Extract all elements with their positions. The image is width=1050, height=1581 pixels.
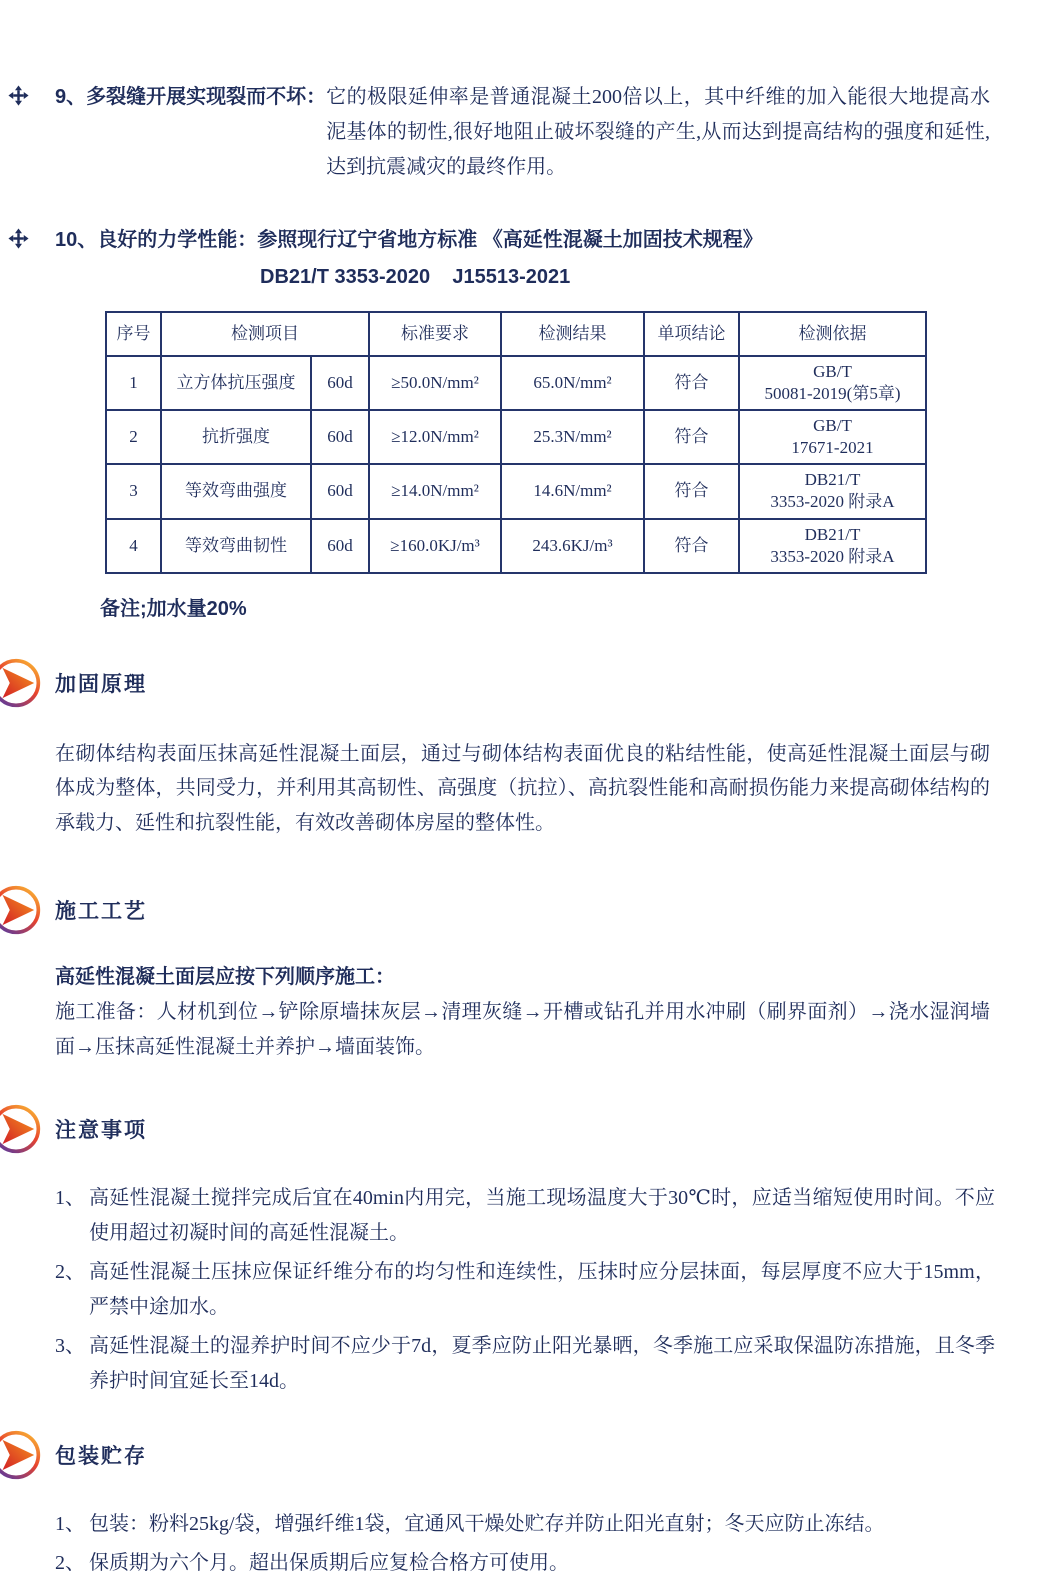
packaging-item (55, 1546, 995, 1581)
arrow-circle-icon (0, 1103, 42, 1155)
header-item: 检测项目 (161, 312, 369, 356)
section-header-notes (0, 1103, 1050, 1155)
notes-list (55, 1181, 995, 1399)
packaging-marker: 1、 (55, 1512, 85, 1535)
packaging-text: 包装：粉料25kg/袋，增强纤维1袋，宜通风干燥处贮存并防止阳光直射；冬天应防止冻结。 (89, 1512, 885, 1535)
process-lead-line: 高延性混凝土面层应按下列顺序施工： (55, 965, 395, 988)
header-result: 检测结果 (501, 312, 644, 356)
section-title-principle: 加固原理 (55, 672, 147, 696)
cell-result: 14.6N/mm² (501, 464, 644, 518)
note-marker: 1、 (55, 1186, 85, 1209)
cell-age: 60d (311, 519, 369, 573)
cell-age: 60d (311, 464, 369, 518)
note-item (55, 1255, 995, 1325)
packaging-item (55, 1507, 995, 1542)
cell-basis (739, 356, 926, 410)
feature-9-text: 它的极限延伸率是普通混凝土200倍以上，其中纤维的加入能很大地提高水泥基体的韧性,很好地阻止破坏裂缝的产生,从而达到提高结构的强度和延性,达到抗震减灾的最终作用。 (326, 86, 990, 178)
header-basis: 检测依据 (739, 312, 926, 356)
cell-result: 25.3N/mm² (501, 410, 644, 464)
table-header-row (106, 312, 926, 356)
note-text: 高延性混凝土压抹应保证纤维分布的均匀性和连续性，压抹时应分层抹面，每层厚度不应大于15mm，严禁中途加水。 (89, 1260, 995, 1318)
test-results-table (105, 311, 927, 574)
note-item (55, 1181, 995, 1251)
cell-no: 1 (106, 356, 161, 410)
cell-result: 243.6KJ/m³ (501, 519, 644, 573)
basis-line-2: 3353-2020 附录A (770, 492, 895, 512)
packaging-list (55, 1507, 995, 1581)
section-title-process: 施工工艺 (55, 899, 147, 923)
process-paragraph: 施工准备：人材机到位→铲除原墙抹灰层→清理灰缝→开槽或钻孔并用水冲刷（刷界面剂）→浇水湿润墙面→压抹高延性混凝土并养护→墙面装饰。 (55, 1000, 990, 1058)
cell-item: 抗折强度 (161, 410, 311, 464)
section-title-notes: 注意事项 (55, 1118, 147, 1142)
note-text: 高延性混凝土的湿养护时间不应少于7d，夏季应防止阳光暴晒，冬季施工应采取保温防冻措施，且冬季养护时间宜延长至14d。 (89, 1334, 995, 1392)
basis-line-1: GB/T (813, 362, 852, 381)
basis-line-2: 50081-2019(第5章) (764, 384, 901, 404)
basis-line-2: 17671-2021 (791, 438, 874, 458)
cell-basis (739, 519, 926, 573)
principle-paragraph: 在砌体结构表面压抹高延性混凝土面层，通过与砌体结构表面优良的粘结性能，使高延性混凝土面层与砌体成为整体，共同受力，并利用其高韧性、高强度（抗拉）、高抗裂性能和高耐损伤能力来提高砌体结构的承载力、延性和抗裂性能，有效改善砌体房屋的整体性。 (55, 742, 990, 834)
cell-age: 60d (311, 356, 369, 410)
cell-age: 60d (311, 410, 369, 464)
note-text: 高延性混凝土搅拌完成后宜在40min内用完，当施工现场温度大于30℃时，应适当缩短使用时间。不应使用超过初凝时间的高延性混凝土。 (89, 1186, 995, 1244)
move-cross-icon (8, 80, 55, 112)
cell-requirement: ≥160.0KJ/m³ (369, 519, 501, 573)
basis-line-1: GB/T (813, 416, 852, 436)
table-remark: 备注;加水量20% (100, 597, 247, 620)
section-header-principle (0, 657, 1050, 709)
cell-basis (739, 410, 926, 464)
section-title-packaging: 包装贮存 (55, 1444, 147, 1468)
header-seq: 序号 (106, 312, 161, 356)
standards-code-line: DB21/T 3353-2020 J15513-2021 (260, 266, 571, 288)
cell-no: 3 (106, 464, 161, 518)
feature-9-label: 9、多裂缝开展实现裂而不坏： (55, 86, 327, 108)
header-conclusion: 单项结论 (644, 312, 739, 356)
note-marker: 2、 (55, 1260, 85, 1283)
arrow-circle-icon (0, 884, 42, 936)
cell-basis (739, 464, 926, 518)
feature-item-9 (0, 80, 1050, 185)
cell-item: 立方体抗压强度 (161, 356, 311, 410)
cell-requirement: ≥50.0N/mm² (369, 356, 501, 410)
cell-result: 65.0N/mm² (501, 356, 644, 410)
table-row (106, 410, 926, 464)
note-marker: 3、 (55, 1334, 85, 1357)
packaging-text: 保质期为六个月。超出保质期后应复检合格方可使用。 (89, 1551, 569, 1574)
cell-conclusion: 符合 (644, 519, 739, 573)
arrow-circle-icon (0, 1429, 42, 1481)
table-row (106, 356, 926, 410)
section-header-process (0, 884, 1050, 936)
arrow-circle-icon (0, 657, 42, 709)
note-item (55, 1329, 995, 1399)
basis-line-1: DB21/T (804, 470, 861, 490)
cell-no: 2 (106, 410, 161, 464)
cell-requirement: ≥14.0N/mm² (369, 464, 501, 518)
section-header-packaging (0, 1429, 1050, 1481)
basis-line-2: 3353-2020 附录A (770, 546, 895, 566)
basis-line-1: DB21/T (804, 524, 861, 544)
move-cross-icon (8, 223, 55, 255)
cell-item: 等效弯曲强度 (161, 464, 311, 518)
cell-conclusion: 符合 (644, 356, 739, 410)
table-row (106, 519, 926, 573)
cell-no: 4 (106, 519, 161, 573)
packaging-marker: 2、 (55, 1551, 85, 1574)
table-row (106, 464, 926, 518)
cell-conclusion: 符合 (644, 464, 739, 518)
feature-item-10 (0, 223, 1050, 295)
feature-10-label: 10、良好的力学性能：参照现行辽宁省地方标准 《高延性混凝土加固技术规程》 (55, 229, 763, 251)
cell-requirement: ≥12.0N/mm² (369, 410, 501, 464)
cell-item: 等效弯曲韧性 (161, 519, 311, 573)
cell-conclusion: 符合 (644, 410, 739, 464)
header-requirement: 标准要求 (369, 312, 501, 356)
